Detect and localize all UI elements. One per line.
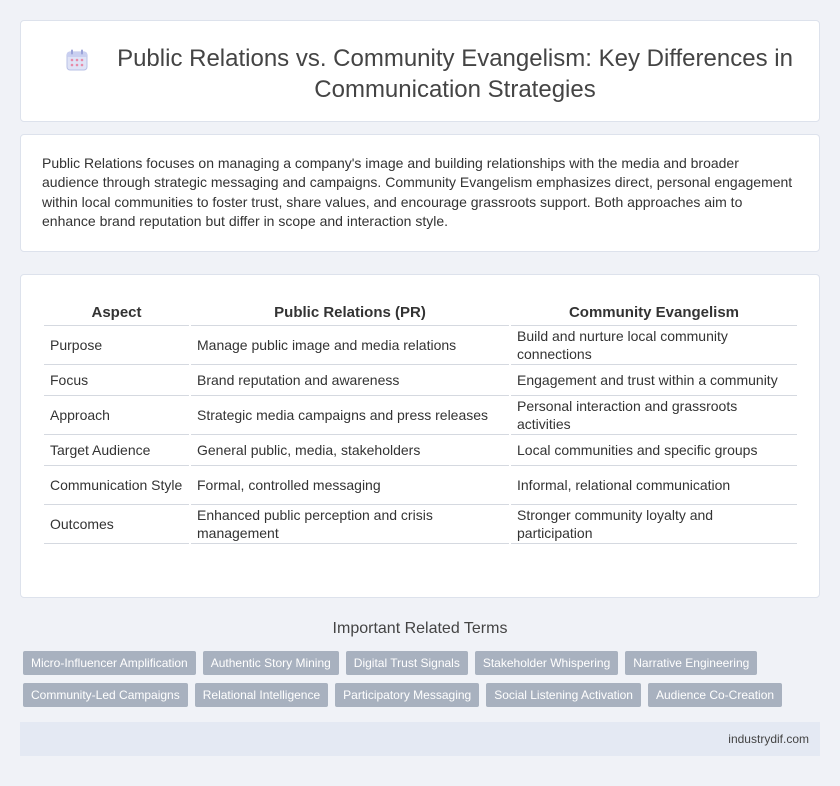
row-evangelism: Engagement and trust within a community [511, 365, 797, 396]
row-evangelism: Personal interaction and grassroots activities [511, 396, 797, 435]
column-header-evangelism: Community Evangelism [511, 295, 797, 326]
tag-row [23, 683, 813, 707]
tag-narrative-engineering[interactable]: Narrative Engineering [625, 651, 757, 675]
column-header-aspect: Aspect [44, 295, 189, 326]
row-pr: Strategic media campaigns and press releases [191, 396, 509, 435]
tag-authentic-story-mining[interactable]: Authentic Story Mining [203, 651, 339, 675]
intro-paragraph: Public Relations focuses on managing a company's image and building relationships with the media and broader audience through strategic messaging and campaigns. Community Evangelism emphasizes direct, personal engagement within local communities to foster trust, share values, and encourage grassroots support. Both approaches aim to enhance brand reputation but differ in scope and interaction style. [42, 155, 793, 230]
row-pr: Manage public image and media relations [191, 326, 509, 365]
tag-relational-intelligence[interactable]: Relational Intelligence [195, 683, 328, 707]
tag-stakeholder-whispering[interactable]: Stakeholder Whispering [475, 651, 618, 675]
row-aspect: Target Audience [44, 435, 189, 466]
table-row [44, 396, 797, 435]
intro-card [20, 134, 820, 252]
tag-social-listening-activation[interactable]: Social Listening Activation [486, 683, 641, 707]
footer-bar [20, 722, 820, 756]
row-aspect: Outcomes [44, 505, 189, 544]
row-aspect: Focus [44, 365, 189, 396]
tag-digital-trust-signals[interactable]: Digital Trust Signals [346, 651, 468, 675]
comparison-table [42, 295, 799, 544]
table-row [44, 365, 797, 396]
tag-row [23, 651, 813, 675]
table-row [44, 505, 797, 544]
table-header-row [44, 295, 797, 326]
title-card [20, 20, 820, 122]
row-aspect: Purpose [44, 326, 189, 365]
row-evangelism: Stronger community loyalty and participation [511, 505, 797, 544]
table-row [44, 466, 797, 505]
tag-micro-influencer-amplification[interactable]: Micro-Influencer Amplification [23, 651, 196, 675]
column-header-pr: Public Relations (PR) [191, 295, 509, 326]
row-evangelism: Local communities and specific groups [511, 435, 797, 466]
related-terms-list [23, 651, 813, 715]
row-aspect: Approach [44, 396, 189, 435]
tag-audience-co-creation[interactable]: Audience Co-Creation [648, 683, 782, 707]
row-pr: Formal, controlled messaging [191, 466, 509, 505]
row-pr: Enhanced public perception and crisis management [191, 505, 509, 544]
comparison-card [20, 274, 820, 598]
row-pr: General public, media, stakeholders [191, 435, 509, 466]
tag-participatory-messaging[interactable]: Participatory Messaging [335, 683, 479, 707]
row-pr: Brand reputation and awareness [191, 365, 509, 396]
table-row [44, 326, 797, 365]
page-title: Public Relations vs. Community Evangelism: Key Differences in Communication Strategies [117, 45, 793, 103]
footer-site-link[interactable]: industrydif.com [728, 732, 809, 746]
tag-community-led-campaigns[interactable]: Community-Led Campaigns [23, 683, 188, 707]
row-evangelism: Informal, relational communication [511, 466, 797, 505]
related-terms-heading: Important Related Terms [332, 620, 508, 637]
table-row [44, 435, 797, 466]
row-aspect: Communication Style [44, 466, 189, 505]
row-evangelism: Build and nurture local community connections [511, 326, 797, 365]
